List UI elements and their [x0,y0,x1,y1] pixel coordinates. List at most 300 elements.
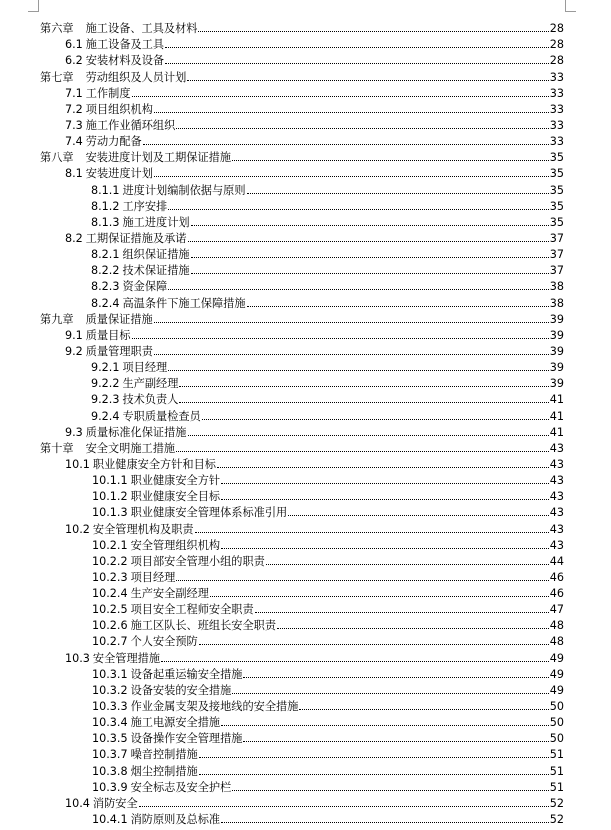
toc-entry-number: 9.2.4 [91,409,120,423]
toc-entry-row[interactable] [40,100,564,116]
toc-entry-label [91,280,167,293]
toc-entry-number: 10.3.2 [92,683,128,697]
toc-entry-row[interactable] [40,519,564,535]
toc-entry-number: 10.2 [65,522,90,536]
page-corner-mark-right [565,0,576,12]
toc-entry-label [40,442,175,455]
toc-entry-label [65,797,138,810]
toc-entry-number: 10.3 [65,651,90,665]
toc-page-number: 33 [549,70,564,84]
toc-entry-title: 消防原则及总标准 [130,813,221,827]
toc-page-number: 38 [549,280,564,294]
toc-dot-leader [139,806,549,807]
toc-page-number: 43 [549,457,564,471]
toc-entry-row[interactable] [40,616,564,632]
toc-entry-row[interactable] [40,536,564,552]
toc-entry-label [65,523,194,536]
toc-page-number: 43 [549,474,564,488]
toc-entry-label [92,571,175,584]
toc-entry-label [92,635,198,648]
toc-entry-title: 质量管理职责 [85,344,153,358]
toc-entry-row[interactable] [40,374,564,390]
toc-entry-number: 第六章 [40,22,74,36]
toc-entry-title: 质量保证措施 [85,312,153,326]
toc-entry-row[interactable] [40,245,564,261]
toc-entry-row[interactable] [40,51,564,67]
toc-entry-number: 8.2.4 [91,296,120,310]
toc-entry-label [92,603,254,616]
toc-entry-label [92,539,220,552]
toc-entry-row[interactable] [40,697,564,713]
toc-dot-leader [168,209,549,210]
toc-entry-number: 8.2.3 [91,280,120,294]
toc-dot-leader [232,160,549,161]
toc-dot-leader [188,241,549,242]
toc-entry-row[interactable] [40,180,564,196]
toc-dot-leader [154,176,549,177]
toc-entry-label [91,216,190,229]
toc-entry-title: 职业健康安全方针 [130,474,221,488]
toc-chapter-row[interactable] [40,67,564,83]
toc-entry-number: 第八章 [40,151,74,165]
toc-entry-label [91,297,246,310]
toc-entry-row[interactable] [40,648,564,664]
toc-page-number: 43 [549,490,564,504]
toc-entry-label [65,87,131,100]
toc-entry-label [65,329,131,342]
toc-entry-row[interactable] [40,729,564,745]
toc-entry-number: 10.3.9 [92,780,128,794]
toc-entry-title: 项目部安全管理小组的职责 [130,554,265,568]
toc-entry-title: 工期保证措施及承诺 [85,231,187,245]
toc-page-number: 41 [549,409,564,423]
toc-entry-row[interactable] [40,326,564,342]
toc-page-number: 48 [549,635,564,649]
toc-entry-title: 职业健康安全方针和目标 [92,457,216,471]
toc-entry-row[interactable] [40,84,564,100]
toc-entry-label [65,119,175,132]
toc-dot-leader [187,80,548,81]
toc-page-number: 37 [549,231,564,245]
toc-dot-leader [168,289,549,290]
toc-dot-leader [210,596,549,597]
toc-dot-leader [154,322,549,323]
toc-entry-number: 第九章 [40,312,74,326]
toc-entry-row[interactable] [40,584,564,600]
toc-entry-number: 8.1 [65,167,83,181]
toc-entry-row[interactable] [40,471,564,487]
toc-entry-label [92,668,242,681]
toc-page-number: 28 [549,38,564,52]
toc-chapter-row[interactable] [40,310,564,326]
toc-entry-label [92,781,231,794]
toc-dot-leader [221,725,549,726]
toc-dot-leader [232,790,548,791]
toc-entry-row[interactable] [40,568,564,584]
toc-entry-number: 10.3.1 [92,667,128,681]
toc-entry-label [40,151,231,164]
toc-dot-leader [221,483,549,484]
toc-entry-title: 质量标准化保证措施 [85,425,187,439]
toc-entry-title: 安装进度计划及工期保证措施 [85,151,232,165]
toc-entry-label [92,716,220,729]
toc-entry-number: 10.2.6 [92,619,128,633]
toc-entry-title: 专职质量检查员 [122,409,201,423]
toc-entry-label [91,410,201,423]
toc-entry-title: 施工作业循环组织 [85,118,176,132]
toc-entry-title: 作业金属支架及接地线的安全措施 [130,700,299,714]
toc-entry-title: 劳动组织及人员计划 [85,70,187,84]
toc-entry-label [65,232,187,245]
toc-dot-leader [199,644,549,645]
toc-entry-title: 安全管理组织机构 [130,538,221,552]
toc-page-number: 48 [549,619,564,633]
toc-entry-number: 10.1 [65,457,90,471]
toc-entry-number: 10.3.5 [92,732,128,746]
toc-entry-number: 9.2.2 [91,377,120,391]
toc-entry-row[interactable] [40,487,564,503]
toc-entry-label [65,103,153,116]
toc-entry-row[interactable] [40,229,564,245]
toc-entry-title: 工作制度 [85,86,131,100]
toc-entry-number: 9.2.1 [91,361,120,375]
toc-page-number: 39 [549,328,564,342]
toc-entry-title: 施工电源安全措施 [130,716,221,730]
toc-page-number: 37 [549,248,564,262]
toc-entry-row[interactable] [40,35,564,51]
toc-entry-label [65,167,153,180]
toc-page-number: 51 [549,780,564,794]
toc-entry-title: 安全管理措施 [92,651,161,665]
toc-page-number: 33 [549,135,564,149]
toc-page-number: 35 [549,151,564,165]
toc-entry-number: 第十章 [40,441,74,455]
toc-entry-row[interactable] [40,681,564,697]
toc-entry-row[interactable] [40,293,564,309]
toc-entry-number: 10.4.1 [92,813,128,827]
toc-entry-title: 安全管理机构及职责 [92,522,194,536]
toc-dot-leader [176,128,548,129]
toc-entry-label [92,765,198,778]
toc-page-number: 35 [549,167,564,181]
toc-dot-leader [188,435,549,436]
toc-entry-title: 烟尘控制措施 [130,764,198,778]
toc-page-number: 33 [549,102,564,116]
toc-entry-number: 10.2.7 [92,635,128,649]
page-corner-mark-left [28,0,39,12]
toc-entry-title: 安全文明施工措施 [85,441,176,455]
toc-dot-leader [221,499,549,500]
toc-entry-label [65,426,187,439]
toc-entry-title: 技术负责人 [122,393,179,407]
toc-page-number: 43 [549,506,564,520]
toc-page-number: 28 [549,54,564,68]
toc-chapter-row[interactable] [40,439,564,455]
toc-entry-label [91,248,190,261]
toc-dot-leader [199,774,549,775]
toc-dot-leader [221,548,549,549]
toc-page-number: 41 [549,425,564,439]
toc-entry-title: 施工设备及工具 [85,38,165,52]
toc-entry-title: 高温条件下施工保障措施 [122,296,246,310]
toc-entry-title: 工序安排 [122,199,168,213]
toc-entry-title: 技术保证措施 [122,264,190,278]
toc-dot-leader [191,273,549,274]
toc-entry-row[interactable] [40,390,564,406]
toc-entry-row[interactable] [40,116,564,132]
toc-entry-label [65,345,153,358]
toc-entry-number: 10.2.5 [92,603,128,617]
toc-page-number: 44 [549,554,564,568]
toc-page-number: 35 [549,199,564,213]
toc-dot-leader [154,112,549,113]
toc-dot-leader [176,580,548,581]
toc-dot-leader [247,193,549,194]
toc-entry-label [40,22,197,35]
toc-entry-title: 设备安装的安全措施 [130,683,232,697]
toc-dot-leader [179,402,548,403]
toc-chapter-row[interactable] [40,148,564,164]
toc-entry-title: 施工设备、工具及材料 [85,22,198,36]
toc-entry-row[interactable] [40,423,564,439]
toc-entry-number: 7.1 [65,86,83,100]
toc-dot-leader [143,144,549,145]
toc-page-number: 51 [549,748,564,762]
toc-dot-leader [217,467,549,468]
toc-entry-number: 10.2.3 [92,570,128,584]
toc-entry-row[interactable] [40,406,564,422]
toc-entry-number: 9.2.3 [91,393,120,407]
toc-entry-number: 10.2.4 [92,587,128,601]
toc-entry-row[interactable] [40,197,564,213]
toc-dot-leader [168,370,549,371]
toc-entry-title: 职业健康安全目标 [130,490,221,504]
toc-entry-number: 8.2 [65,231,83,245]
toc-entry-label [91,264,190,277]
toc-page-number: 46 [549,570,564,584]
toc-dot-leader [195,532,549,533]
toc-entry-label [92,684,231,697]
toc-entry-row[interactable] [40,632,564,648]
toc-entry-number: 10.1.1 [92,474,128,488]
toc-entry-title: 设备起重运输安全措施 [130,667,243,681]
toc-page-number: 49 [549,651,564,665]
toc-dot-leader [255,612,549,613]
toc-entry-number: 10.3.4 [92,716,128,730]
toc-page-number: 49 [549,683,564,697]
toc-dot-leader [179,386,548,387]
toc-entry-title: 质量目标 [85,328,131,342]
toc-entry-number: 10.1.2 [92,490,128,504]
toc-page-number: 50 [549,732,564,746]
toc-entry-label [91,184,246,197]
toc-dot-leader [176,451,549,452]
toc-page-number: 33 [549,118,564,132]
toc-entry-number: 8.2.1 [91,248,120,262]
toc-entry-label [91,361,167,374]
toc-page-number: 28 [549,22,564,36]
toc-dot-leader [202,419,549,420]
toc-entry-number: 7.3 [65,118,83,132]
toc-entry-label [91,200,167,213]
toc-entry-label [92,587,209,600]
toc-entry-number: 10.3.3 [92,700,128,714]
toc-entry-number: 9.3 [65,425,83,439]
toc-page-number: 51 [549,764,564,778]
toc-page-number: 35 [549,215,564,229]
toc-dot-leader [288,515,549,516]
toc-entry-row[interactable] [40,778,564,794]
toc-entry-title: 安装进度计划 [85,167,153,181]
toc-page-number: 43 [549,441,564,455]
toc-entry-row[interactable] [40,761,564,777]
toc-entry-number: 7.2 [65,102,83,116]
toc-entry-label [65,38,164,51]
toc-dot-leader [198,31,548,32]
toc-page-number: 38 [549,296,564,310]
toc-entry-title: 项目经理 [130,570,176,584]
toc-dot-leader [277,628,549,629]
toc-entry-number: 9.1 [65,328,83,342]
toc-entry-title: 安装材料及设备 [85,54,165,68]
toc-dot-leader [165,63,549,64]
toc-dot-leader [191,225,549,226]
toc-entry-number: 8.1.3 [91,215,120,229]
toc-page-number: 35 [549,183,564,197]
toc-dot-leader [165,47,549,48]
toc-entry-label [65,458,216,471]
toc-page-number: 46 [549,587,564,601]
toc-page-number: 43 [549,538,564,552]
toc-dot-leader [191,257,549,258]
toc-entry-number: 9.2 [65,344,83,358]
toc-dot-leader [221,822,549,823]
toc-entry-row[interactable] [40,455,564,471]
toc-entry-title: 生产安全副经理 [130,587,209,601]
toc-entry-row[interactable] [40,358,564,374]
toc-entry-row[interactable] [40,665,564,681]
toc-dot-leader [132,338,549,339]
toc-entry-label [65,54,164,67]
toc-entry-row[interactable] [40,132,564,148]
toc-entry-row[interactable] [40,277,564,293]
toc-dot-leader [243,677,548,678]
toc-entry-number: 10.3.7 [92,748,128,762]
toc-entry-number: 10.3.8 [92,764,128,778]
toc-dot-leader [199,757,549,758]
toc-page-number: 43 [549,522,564,536]
toc-entry-number: 7.4 [65,135,83,149]
toc-page-number: 41 [549,393,564,407]
toc-entry-row[interactable] [40,342,564,358]
toc-entry-title: 施工区队长、班组长安全职责 [130,619,277,633]
toc-entry-title: 噪音控制措施 [130,748,198,762]
toc-entry-title: 消防安全 [92,796,138,810]
toc-entry-label [92,619,276,632]
toc-entry-title: 个人安全预防 [130,635,198,649]
toc-page-number: 50 [549,716,564,730]
toc-page-number: 49 [549,667,564,681]
toc-entry-row[interactable] [40,552,564,568]
toc-dot-leader [247,306,549,307]
toc-entry-row[interactable] [40,503,564,519]
toc-entry-label [92,732,242,745]
toc-page-number: 39 [549,361,564,375]
toc-dot-leader [266,564,549,565]
toc-entry-label [65,652,160,665]
toc-entry-row[interactable] [40,713,564,729]
toc-entry-title: 项目组织机构 [85,102,153,116]
toc-entry-title: 项目经理 [122,361,168,375]
toc-entry-label [65,135,142,148]
toc-entry-title: 组织保证措施 [122,248,190,262]
toc-entry-number: 10.1.3 [92,506,128,520]
toc-entry-title: 进度计划编制依据与原则 [122,183,246,197]
toc-entry-row[interactable] [40,794,564,810]
toc-entry-number: 10.4 [65,796,90,810]
toc-entry-label [92,813,220,826]
toc-entry-number: 6.1 [65,38,83,52]
toc-entry-row[interactable] [40,164,564,180]
toc-entry-label [92,555,265,568]
toc-entry-row[interactable] [40,600,564,616]
toc-entry-title: 资金保障 [122,280,168,294]
toc-page-number: 50 [549,700,564,714]
toc-page-number: 39 [549,377,564,391]
toc-entry-label [92,748,198,761]
toc-entry-label [91,393,178,406]
toc-dot-leader [243,741,548,742]
toc-entry-label [40,71,186,84]
toc-dot-leader [161,661,549,662]
toc-entry-title: 职业健康安全管理体系标准引用 [130,506,288,520]
toc-entry-number: 10.2.2 [92,554,128,568]
toc-entry-label [40,313,153,326]
toc-page-number: 39 [549,344,564,358]
toc-entry-title: 设备操作安全管理措施 [130,732,243,746]
table-of-contents [40,19,564,826]
toc-entry-number: 8.1.1 [91,183,120,197]
toc-entry-number: 8.1.2 [91,199,120,213]
toc-dot-leader [154,354,549,355]
toc-entry-row[interactable] [40,745,564,761]
toc-page-number: 33 [549,86,564,100]
toc-dot-leader [132,96,549,97]
toc-page-number: 47 [549,603,564,617]
toc-entry-row[interactable] [40,261,564,277]
toc-entry-label [92,490,220,503]
toc-entry-title: 生产副经理 [122,377,179,391]
toc-entry-number: 10.2.1 [92,538,128,552]
toc-entry-label [91,377,178,390]
toc-entry-row[interactable] [40,810,564,826]
toc-entry-number: 第七章 [40,70,74,84]
toc-page-number: 39 [549,312,564,326]
toc-page-number: 52 [549,813,564,827]
toc-dot-leader [299,709,548,710]
toc-entry-title: 施工进度计划 [122,215,190,229]
toc-entry-label [92,700,298,713]
toc-page-number: 37 [549,264,564,278]
toc-chapter-row[interactable] [40,19,564,35]
toc-entry-label [92,506,287,519]
toc-entry-label [92,474,220,487]
toc-entry-number: 8.2.2 [91,264,120,278]
toc-entry-number: 6.2 [65,54,83,68]
toc-entry-row[interactable] [40,213,564,229]
toc-entry-title: 项目安全工程师安全职责 [130,603,254,617]
toc-entry-title: 安全标志及安全护栏 [130,780,232,794]
